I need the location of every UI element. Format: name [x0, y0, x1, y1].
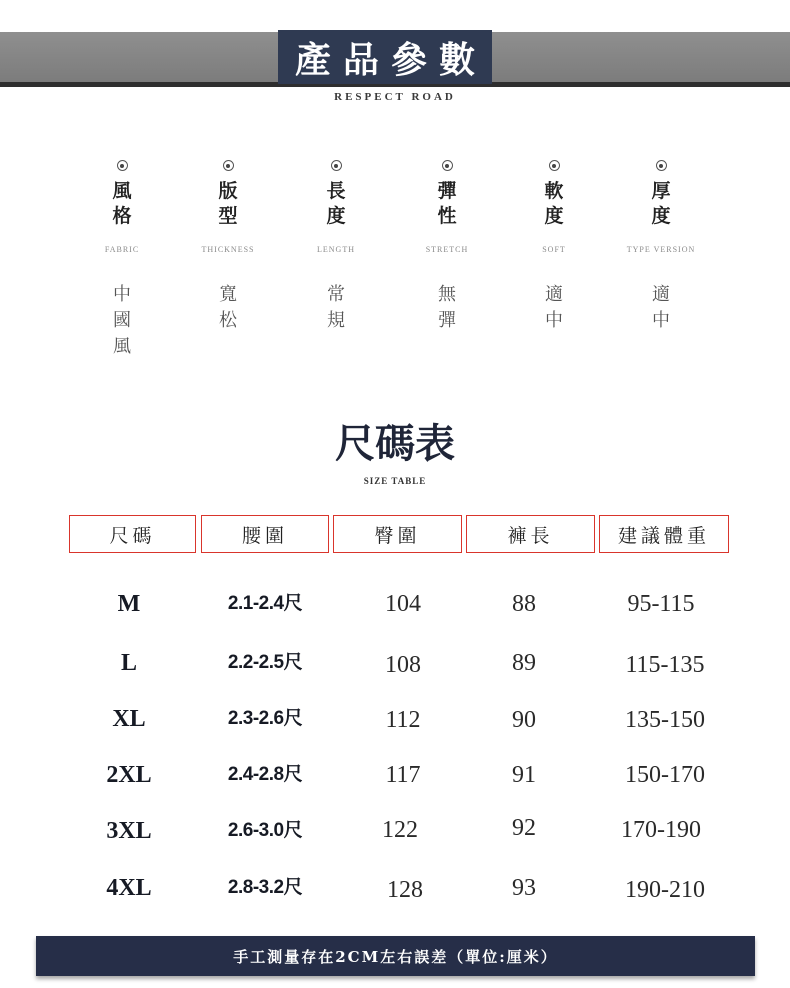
attribute-english: SOFT — [542, 245, 566, 254]
attribute-style — [67, 160, 177, 360]
cell-size: L — [120, 650, 137, 676]
cell-waist: 2.1-2.4尺 — [227, 593, 303, 614]
cell-length: 89 — [512, 650, 536, 676]
cell-waist: 2.2-2.5尺 — [227, 652, 303, 673]
size-table-title: 尺碼表 — [335, 420, 455, 467]
cell-length: 88 — [512, 591, 536, 617]
cell-hip: 128 — [387, 877, 423, 903]
cell-length: 93 — [512, 875, 536, 901]
size-table-subtitle: SIZE TABLE — [363, 476, 427, 486]
bullet-icon — [117, 160, 128, 171]
cell-weight: 170-190 — [621, 817, 701, 843]
cell-waist: 2.8-3.2尺 — [227, 877, 303, 898]
cell-hip: 104 — [385, 591, 421, 617]
attribute-softness — [499, 160, 609, 334]
cell-weight: 150-170 — [625, 762, 705, 788]
attribute-value: 適中 — [545, 284, 563, 331]
attribute-english: FABRIC — [104, 245, 140, 254]
page-subtitle: RESPECT ROAD — [334, 91, 456, 103]
cell-hip: 108 — [385, 652, 421, 678]
column-header-size: 尺碼 — [69, 515, 196, 553]
bullet-icon — [549, 160, 560, 171]
attribute-english: THICKNESS — [201, 245, 255, 254]
attribute-thickness — [606, 160, 716, 334]
cell-length: 92 — [512, 815, 536, 841]
bullet-icon — [442, 160, 453, 171]
attribute-name: 厚度 — [651, 180, 671, 227]
cell-length: 91 — [512, 762, 536, 788]
footer-bar — [36, 936, 755, 976]
page-title: 產品參數 — [294, 38, 487, 81]
measurement-note: 手工測量存在2CM左右誤差（單位:厘米） — [233, 947, 558, 966]
attribute-name: 軟度 — [544, 180, 564, 227]
cell-size: XL — [112, 706, 146, 732]
attribute-name: 長度 — [326, 180, 346, 227]
cell-waist: 2.3-2.6尺 — [227, 708, 303, 729]
cell-hip: 112 — [385, 707, 421, 733]
cell-size: 4XL — [106, 875, 152, 901]
cell-waist: 2.6-3.0尺 — [227, 820, 303, 841]
attribute-name: 版型 — [218, 180, 238, 227]
attribute-english: LENGTH — [317, 245, 355, 254]
attribute-value: 常規 — [327, 284, 345, 331]
bullet-icon — [223, 160, 234, 171]
attribute-value: 無彈 — [438, 284, 456, 331]
cell-hip: 122 — [382, 817, 418, 843]
cell-length: 90 — [512, 707, 536, 733]
attribute-english: STRETCH — [425, 245, 469, 254]
attribute-name: 彈性 — [437, 180, 457, 227]
attribute-name: 風格 — [112, 180, 132, 227]
cell-weight: 115-135 — [625, 652, 705, 678]
cell-waist: 2.4-2.8尺 — [227, 764, 303, 785]
column-header-hip: 臀圍 — [333, 515, 462, 553]
cell-hip: 117 — [385, 762, 421, 788]
attribute-english: TYPE VERSION — [626, 245, 696, 254]
attribute-length — [281, 160, 391, 334]
attribute-value: 適中 — [652, 284, 670, 331]
cell-weight: 135-150 — [625, 707, 705, 733]
cell-size: M — [117, 591, 141, 617]
cell-weight: 190-210 — [625, 877, 705, 903]
attribute-value: 中國風 — [113, 284, 131, 357]
attribute-value: 寬松 — [219, 284, 237, 331]
cell-size: 3XL — [106, 818, 152, 844]
bullet-icon — [656, 160, 667, 171]
cell-weight: 95-115 — [627, 591, 695, 617]
header-title-box — [278, 30, 492, 84]
column-header-waist: 腰圍 — [201, 515, 329, 553]
bullet-icon — [331, 160, 342, 171]
column-header-length: 褲長 — [466, 515, 595, 553]
cell-size: 2XL — [106, 762, 152, 788]
attribute-fit — [173, 160, 283, 334]
attribute-stretch — [392, 160, 502, 334]
column-header-weight: 建議體重 — [599, 515, 729, 553]
